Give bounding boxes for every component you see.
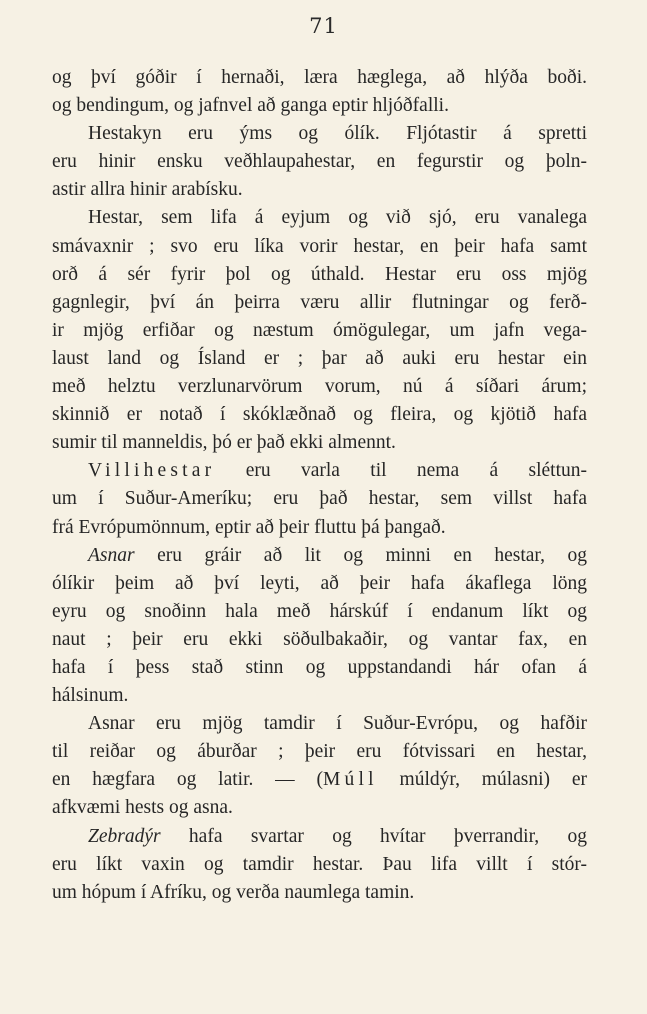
- text-run: orð á sér fyrir þol og úthald. Hestar eru oss mjög: [52, 263, 587, 285]
- text-line: [52, 626, 587, 654]
- text-run: sumir til manneldis, þó er það ekki almennt.: [52, 432, 396, 454]
- text-run: en hægfara og latir. — (: [52, 769, 323, 791]
- spaced-term: Múll: [323, 769, 378, 791]
- text-run: Hestakyn eru ýms og ólík. Fljótastir á spretti: [88, 123, 587, 145]
- text-line: [52, 879, 587, 907]
- italic-term: Asnar: [88, 544, 135, 566]
- text-line: [52, 289, 587, 317]
- text-run: með helztu verzlunarvörum vorum, nú á síðari árum;: [52, 376, 587, 398]
- text-run: eru hinir ensku veðhlaupahestar, en fegurstir og þoln-: [52, 151, 587, 173]
- text-run: til reiðar og áburðar ; þeir eru fótvissari en hestar,: [52, 741, 587, 763]
- text-line: [52, 514, 587, 542]
- text-run: astir allra hinir arabísku.: [52, 179, 243, 201]
- text-run: laust land og Ísland er ; þar að auki eru hestar ein: [52, 347, 587, 369]
- text-line: [52, 542, 587, 570]
- text-line: [52, 204, 587, 232]
- text-line: [52, 598, 587, 626]
- text-line: [52, 738, 587, 766]
- text-run: hafa svartar og hvítar þverrandir, og: [160, 825, 587, 847]
- text-line: [52, 485, 587, 513]
- text-run: smávaxnir ; svo eru líka vorir hestar, en þeir hafa samt: [52, 235, 587, 257]
- text-line: [52, 851, 587, 879]
- text-line: [52, 710, 587, 738]
- text-run: ólíkir þeim að því leyti, að þeir hafa ákaflega löng: [52, 572, 587, 594]
- text-line: [52, 176, 587, 204]
- text-run: ir mjög erfiðar og næstum ómögulegar, um jafn vega-: [52, 319, 587, 341]
- italic-term: Zebradýr: [88, 825, 161, 847]
- text-run: um hópum í Afríku, og verða naumlega tamin.: [52, 881, 415, 903]
- text-run: hálsinum.: [52, 685, 129, 707]
- text-line: [52, 457, 587, 485]
- text-line: [52, 345, 587, 373]
- text-run: eru líkt vaxin og tamdir hestar. Þau lifa villt í stór-: [52, 853, 587, 875]
- text-line: [52, 148, 587, 176]
- text-run: eru gráir að lit og minni en hestar, og: [134, 544, 587, 566]
- text-line: [52, 373, 587, 401]
- text-run: múldýr, múlasni) er: [377, 769, 588, 791]
- page-number: 71: [309, 14, 338, 38]
- text-line: [52, 401, 587, 429]
- spaced-term: Villihestar: [88, 460, 216, 482]
- text-run: um í Suður-Ameríku; eru það hestar, sem villst hafa: [52, 488, 587, 510]
- text-line: [52, 261, 587, 289]
- text-run: gagnlegir, því án þeirra væru allir flutningar og ferð-: [52, 291, 587, 313]
- text-line: [52, 233, 587, 261]
- text-run: og bendingum, og jafnvel að ganga eptir hljóðfalli.: [52, 95, 449, 117]
- text-line: [52, 654, 587, 682]
- text-run: frá Evrópumönnum, eptir að þeir fluttu þá þangað.: [52, 516, 446, 538]
- text-run: eyru og snoðinn hala með hárskúf í endanum líkt og: [52, 600, 587, 622]
- text-run: naut ; þeir eru ekki söðulbakaðir, og vantar fax, en: [52, 628, 587, 650]
- text-line: [52, 766, 587, 794]
- text-line: [52, 64, 587, 92]
- text-line: [52, 794, 587, 822]
- body-text: [52, 64, 587, 907]
- text-line: [52, 92, 587, 120]
- text-run: Asnar eru mjög tamdir í Suður-Evrópu, og hafðir: [88, 713, 587, 735]
- text-line: [52, 682, 587, 710]
- text-line: [52, 429, 587, 457]
- text-line: [52, 570, 587, 598]
- text-run: eru varla til nema á sléttun-: [215, 460, 587, 482]
- text-run: og því góðir í hernaði, læra hæglega, að hlýða boði.: [52, 67, 587, 88]
- text-line: [52, 823, 587, 851]
- text-run: hafa í þess stað stinn og uppstandandi hár ofan á: [52, 656, 587, 678]
- text-line: [52, 120, 587, 148]
- text-run: Hestar, sem lifa á eyjum og við sjó, eru vanalega: [88, 207, 587, 229]
- text-run: afkvæmi hests og asna.: [52, 797, 233, 819]
- text-run: skinnið er notað í skóklæðnað og fleira, og kjötið hafa: [52, 404, 587, 426]
- text-line: [52, 317, 587, 345]
